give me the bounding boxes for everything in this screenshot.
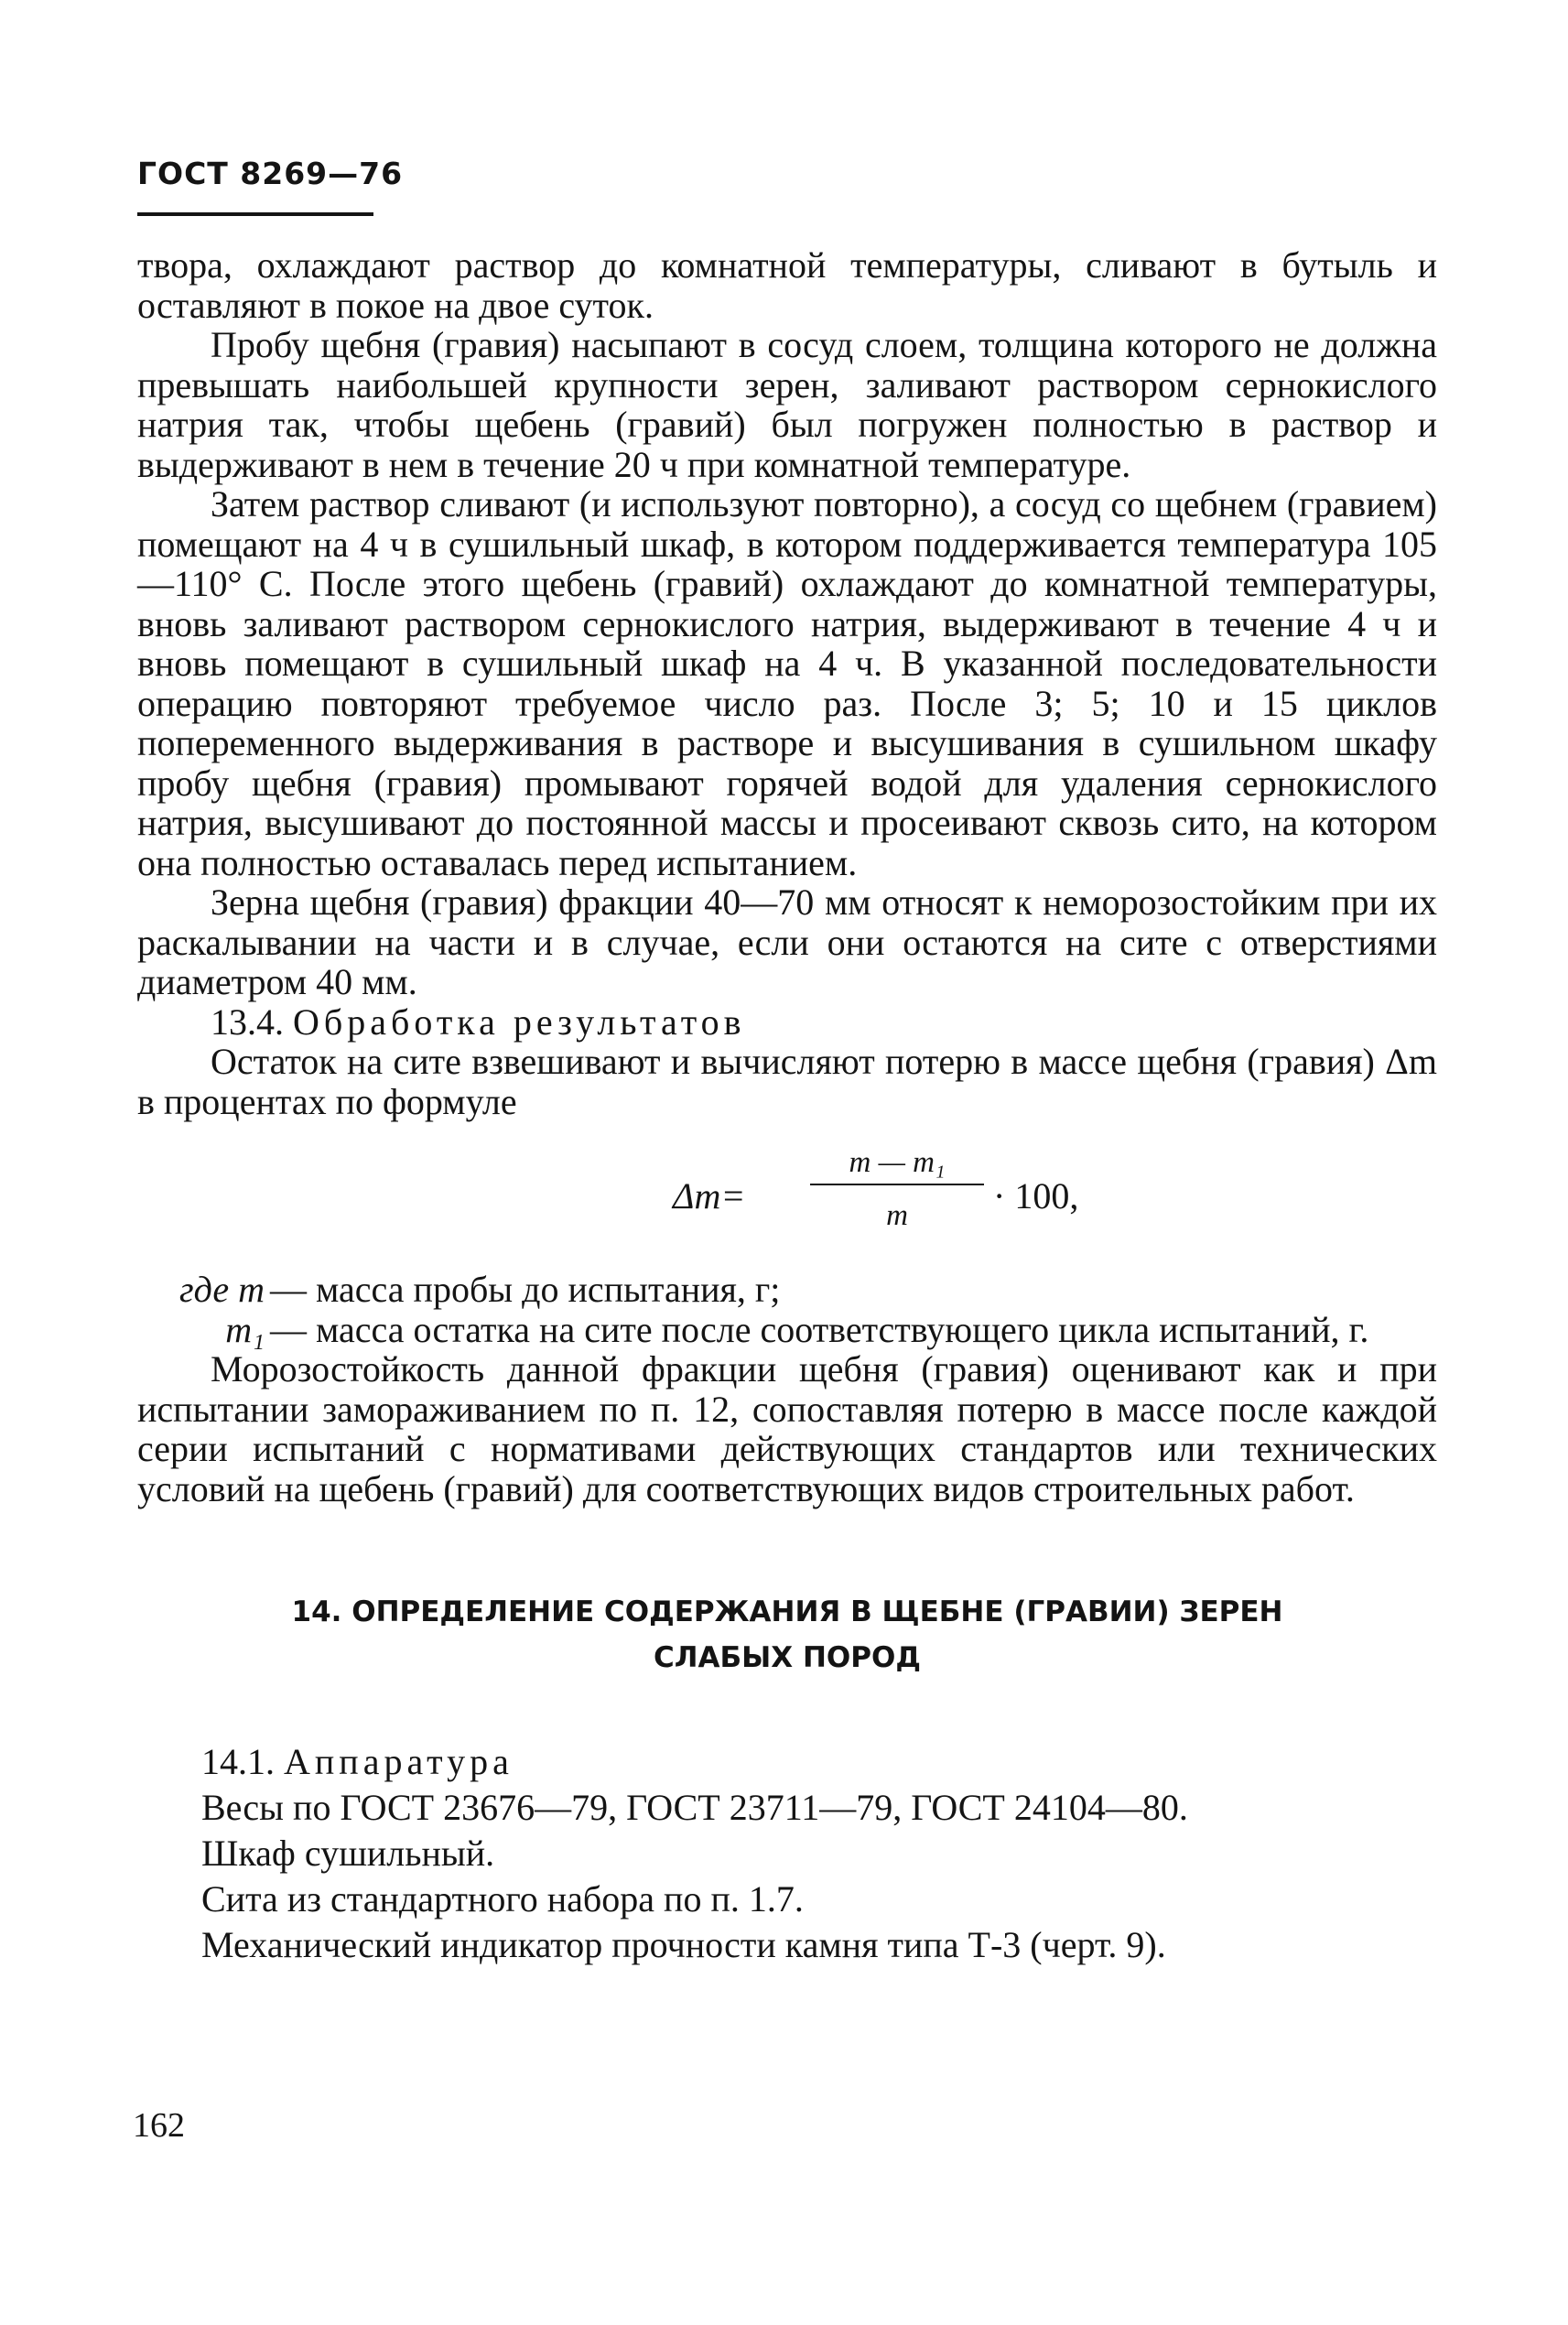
subsection-title: Аппаратура (284, 1741, 514, 1782)
legend-text: — масса пробы до испытания, г; (270, 1269, 781, 1310)
formula (137, 1129, 1437, 1266)
formula-fraction (810, 1145, 984, 1233)
section-title-line: СЛАБЫХ ПОРОД (654, 1641, 921, 1674)
legend-symbol: где m (179, 1269, 265, 1310)
page-number: 162 (133, 2106, 185, 2145)
formula-denominator: m (886, 1199, 908, 1232)
subsection-13-4-heading (137, 1002, 1437, 1043)
formula-lhs: Δm= (673, 1175, 746, 1217)
section-14-heading (137, 1589, 1437, 1681)
formula-numerator: m — m₁ (810, 1145, 984, 1185)
formula-legend (137, 1270, 1437, 1349)
subsection-14-1-heading (137, 1739, 1437, 1785)
list-item: Шкаф сушильный. (201, 1833, 495, 1874)
legend-symbol: m₁ (225, 1308, 265, 1350)
section-title-line: 14. ОПРЕДЕЛЕНИЕ СОДЕРЖАНИЯ В ЩЕБНЕ (ГРАВИИ) ЗЕРЕН (291, 1595, 1283, 1628)
subsection-number: 14.1. (201, 1741, 275, 1782)
page-body (137, 245, 1437, 1968)
list-item: Сита из стандартного набора по п. 1.7. (201, 1878, 804, 1919)
paragraph: Морозостойкость данной фракции щебня (гравия) оценивают как и при испытании замораживанием по п. 12, сопоставляя потерю в массе после каждой серии испытаний с нормативами действующих стандартов или технических условий на щебень (гравий) для соответствующих видов строительных работ. (137, 1348, 1437, 1509)
header-rule (137, 212, 373, 216)
subsection-number: 13.4. (211, 1000, 284, 1043)
subsection-title: Обработка результатов (293, 1000, 746, 1043)
apparatus-list (137, 1739, 1437, 1968)
list-item: Весы по ГОСТ 23676—79, ГОСТ 23711—79, ГОСТ 24104—80. (201, 1787, 1188, 1828)
document-header: ГОСТ 8269—76 (137, 156, 404, 191)
legend-text: — масса остатка на сите после соответствующего цикла испытаний, г. (270, 1308, 1369, 1350)
paragraph: Зерна щебня (гравия) фракции 40—70 мм относят к неморозостойким при их раскалывании на части и в случае, если они остаются на сите с отверстиями диаметром 40 мм. (137, 881, 1437, 1002)
paragraph: твора, охлаждают раствор до комнатной температуры, сливают в бутыль и оставляют в покое на двое суток. (137, 244, 1437, 326)
list-item: Механический индикатор прочности камня типа Т-3 (черт. 9). (201, 1924, 1166, 1965)
formula-rhs: · 100, (993, 1175, 1079, 1217)
formula-intro: Остаток на сите взвешивают и вычисляют потерю в массе щебня (гравия) Δm в процентах по формуле (137, 1041, 1437, 1122)
paragraph: Затем раствор сливают (и используют повторно), а сосуд со щебнем (гравием) помещают на 4 ч в сушильный шкаф, в котором поддерживается температура 105—110° С. После этого щебень (гравий) охлаждают до комнатной температуры, вновь заливают раствором сернокислого натрия, выдерживают в течение 4 ч и вновь помещают в сушильный шкаф на 4 ч. В указанной последовательности операцию повторяют требуемое число раз. После 3; 5; 10 и 15 циклов попеременного выдерживания в растворе и высушивания в сушильном шкафу пробу щебня (гравия) промывают горячей водой для удаления сернокислого натрия, высушивают до постоянной массы и просеивают сквозь сито, на котором она полностью оставалась перед испытанием. (137, 483, 1437, 883)
paragraph: Пробу щебня (гравия) насыпают в сосуд слоем, толщина которого не должна превышать наибольшей крупности зерен, заливают раствором сернокислого натрия так, чтобы щебень (гравий) был погружен полностью в раствор и выдерживают в нем в течение 20 ч при комнатной температуре. (137, 324, 1437, 485)
